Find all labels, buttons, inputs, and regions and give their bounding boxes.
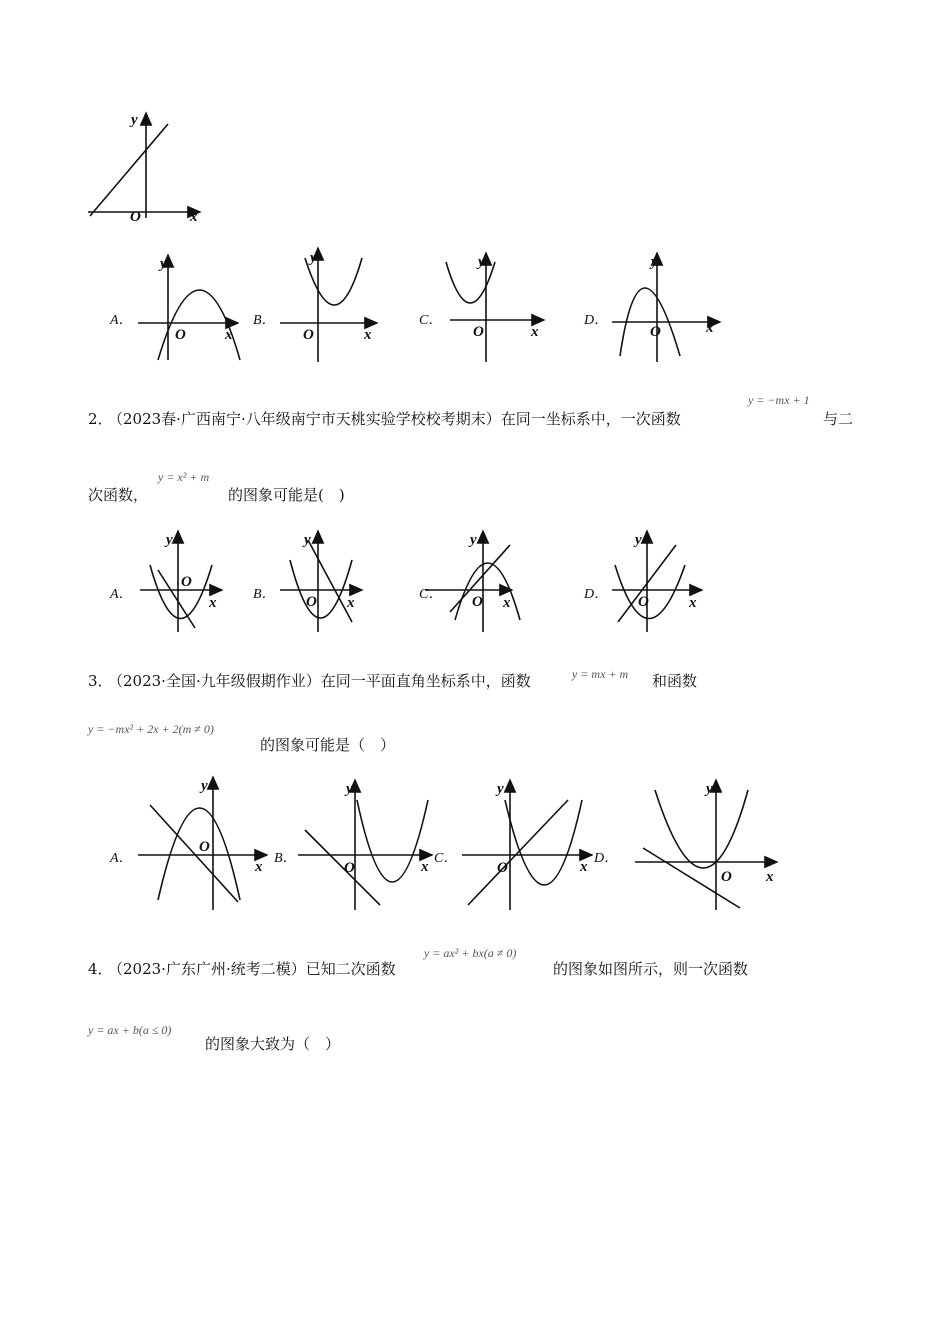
q4-source: （2023·广东广州·统考二模）已知二次函数 [108, 960, 396, 978]
svg-text:x: x [225, 327, 233, 343]
q3-formula-quadratic: y = −mx² + 2x + 2(m ≠ 0) [88, 722, 214, 736]
q4-formula-quadratic: y = ax² + bx(a ≠ 0) [424, 946, 517, 960]
q2-question-tail: 的图象可能是( ) [228, 486, 345, 504]
svg-text:y: y [470, 532, 477, 548]
svg-text:y: y [304, 532, 311, 548]
q3-option-c[interactable]: C． [434, 851, 458, 866]
svg-text:x: x [347, 595, 355, 611]
q3-graph-b [298, 780, 432, 910]
q2-formula-quadratic: y = x² + m [158, 470, 210, 484]
q2-number: 2． [88, 410, 113, 428]
svg-text:O: O [303, 327, 314, 343]
svg-text:O: O [472, 594, 483, 610]
svg-text:y: y [478, 254, 485, 270]
svg-text:O: O [344, 860, 355, 876]
svg-text:O: O [199, 839, 210, 855]
svg-text:x: x [503, 595, 511, 611]
svg-text:x: x [766, 869, 774, 885]
reference-graph-line [88, 112, 200, 225]
q2-graph-c [425, 531, 520, 632]
q4-question-tail: 的图象大致为（ ） [205, 1035, 341, 1053]
q1-graph-a [138, 255, 240, 360]
svg-text:O: O [473, 324, 484, 340]
q3-graph-c [462, 780, 592, 910]
q1-option-a[interactable]: A． [110, 313, 133, 328]
q3-number: 3． [88, 672, 113, 690]
q3-question-tail: 的图象可能是（ ） [260, 736, 396, 754]
svg-text:O: O [130, 209, 141, 225]
svg-text:x: x [190, 209, 198, 225]
q3-text-mid: 和函数 [652, 672, 698, 690]
svg-text:O: O [175, 327, 186, 343]
q2-graph-a [140, 531, 222, 632]
q2-option-a[interactable]: A． [110, 587, 133, 602]
q2-text-line2: 次函数， [88, 486, 149, 504]
q2-text-mid: 与二 [823, 410, 854, 428]
q2-option-d[interactable]: D． [584, 587, 609, 602]
q1-option-b[interactable]: B． [253, 313, 276, 328]
svg-text:y: y [201, 778, 208, 794]
svg-text:O: O [721, 869, 732, 885]
q4-formula-linear: y = ax + b(a ≤ 0) [88, 1023, 172, 1037]
q1-graph-c [446, 253, 544, 362]
q1-graph-d [612, 253, 720, 362]
q2-formula-linear: y = −mx + 1 [748, 393, 810, 407]
svg-text:x: x [364, 327, 372, 343]
svg-text:y: y [706, 781, 713, 797]
q2-option-b[interactable]: B． [253, 587, 276, 602]
svg-text:x: x [209, 595, 217, 611]
svg-text:y: y [651, 254, 658, 270]
q1-option-d[interactable]: D． [584, 313, 609, 328]
svg-text:x: x [255, 859, 263, 875]
svg-text:O: O [638, 594, 649, 610]
q1-graph-b [280, 248, 377, 362]
svg-text:y: y [160, 256, 167, 272]
svg-text:x: x [421, 859, 429, 875]
q3-formula-linear: y = mx + m [572, 667, 629, 681]
svg-text:x: x [706, 320, 714, 336]
svg-text:y: y [346, 781, 353, 797]
q3-graph-d [635, 780, 777, 910]
svg-text:O: O [181, 574, 192, 590]
svg-text:O: O [650, 324, 661, 340]
q2-graph-b [280, 531, 362, 632]
q3-option-d[interactable]: D． [594, 851, 619, 866]
svg-text:y: y [166, 532, 173, 548]
q2-graph-d [612, 531, 702, 632]
q2-option-c[interactable]: C． [419, 587, 443, 602]
svg-text:O: O [497, 860, 508, 876]
svg-text:y: y [497, 781, 504, 797]
q3-source: （2023·全国·九年级假期作业）在同一平面直角坐标系中，函数 [108, 672, 531, 690]
q3-option-b[interactable]: B． [274, 851, 297, 866]
q2-source: （2023春·广西南宁·八年级南宁市天桃实验学校校考期末）在同一坐标系中，一次函数 [108, 410, 681, 428]
svg-text:y: y [310, 250, 317, 266]
q1-option-c[interactable]: C． [419, 313, 443, 328]
q3-graph-a [138, 777, 267, 910]
svg-text:y: y [131, 112, 138, 128]
q4-text-mid: 的图象如图所示，则一次函数 [553, 960, 749, 978]
svg-text:y: y [635, 532, 642, 548]
svg-text:O: O [306, 594, 317, 610]
svg-text:x: x [689, 595, 697, 611]
q4-number: 4． [88, 960, 113, 978]
svg-text:x: x [531, 324, 539, 340]
q3-option-a[interactable]: A． [110, 851, 133, 866]
svg-text:x: x [580, 859, 588, 875]
